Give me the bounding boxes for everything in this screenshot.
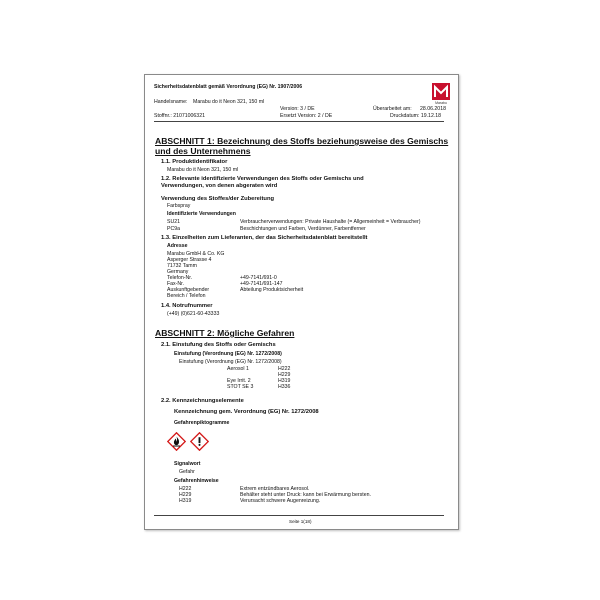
product-identifier: Marabu do it Neon 321, 150 ml: [167, 167, 239, 173]
section2-title: ABSCHNITT 2: Mögliche Gefahren: [155, 328, 295, 338]
pictograms-heading: Gefahrenpiktogramme: [174, 420, 230, 426]
contact-value: +49-7141/691-147: [240, 281, 283, 287]
contact-value: Abteilung Produktsicherheit: [240, 287, 304, 293]
page-number: Seite 1(18): [289, 519, 312, 524]
contact-label: Bereich / Telefon: [167, 293, 206, 299]
section1-title-line2: und des Unternehmens: [155, 146, 251, 156]
hazard-statements-heading: Gefahrenhinweise: [174, 478, 219, 484]
heading-1-4: 1.4. Notrufnummer: [161, 303, 213, 309]
contact-label: Telefon-Nr.: [167, 275, 193, 281]
flame-icon: [167, 432, 186, 451]
address-line: Asperger Strasse 4: [167, 257, 212, 263]
hazard-code: H222: [179, 486, 192, 492]
class-code: H222: [278, 366, 291, 372]
exclamation-icon: [190, 432, 209, 451]
use-code: PC9a: [167, 226, 180, 232]
address-line: Marabu GmbH & Co. KG: [167, 251, 225, 257]
contact-value: +49-7141/691-0: [240, 275, 277, 281]
use-text: Beschichtungen und Farben, Verdünner, Farbentferner: [240, 226, 366, 232]
svg-text:Marabu: Marabu: [435, 101, 447, 105]
use-code: SU21: [167, 219, 180, 225]
trade-name-value: Marabu do it Neon 321, 150 ml: [193, 99, 265, 105]
heading-1-2-line2: Verwendungen, von denen abgeraten wird: [161, 183, 278, 189]
use-heading: Verwendung des Stoffes/der Zubereitung: [161, 196, 275, 202]
classification-categories: [227, 366, 253, 390]
document-page: [144, 74, 459, 530]
class-category: STOT SE 3: [227, 384, 254, 390]
address-heading: Adresse: [167, 243, 188, 249]
trade-name-label: Handelsname:: [154, 99, 188, 105]
heading-2-2: 2.2. Kennzeichnungselemente: [161, 398, 244, 404]
address-line: Germany: [167, 269, 189, 275]
replaced-version: Ersetzt Version: 2 / DE: [280, 113, 333, 119]
contact-label: Auskunftgebender: [167, 287, 210, 293]
use-value: Farbspray: [167, 203, 191, 209]
hazard-code: H319: [179, 498, 192, 504]
revised-date: 28.06.2018: [420, 106, 446, 112]
identified-uses-heading: Identifizierte Verwendungen: [167, 211, 236, 217]
revised-label: Überarbeitet am:: [373, 106, 412, 112]
version: Version: 3 / DE: [280, 106, 315, 112]
document-title: Sicherheitsdatenblatt gemäß Verordnung (EG) Nr. 1907/2006: [154, 84, 303, 90]
class-code: H319: [278, 378, 291, 384]
hazard-texts: [240, 486, 371, 504]
header-divider: [154, 121, 444, 122]
hazard-text: Verursacht schwere Augenreizung.: [240, 498, 321, 504]
section1-title-line1: ABSCHNITT 1: Bezeichnung des Stoffs beziehungsweise des Gemischs: [155, 136, 449, 146]
heading-1-1: 1.1. Produktidentifikator: [161, 159, 228, 165]
classification-heading: Einstufung (Verordnung (EG) Nr. 1272/2008): [174, 351, 282, 357]
heading-1-3: 1.3. Einzelheiten zum Lieferanten, der das Sicherheitsdatenblatt bereitstellt: [161, 235, 368, 241]
class-category: Eye Irrit. 2: [227, 378, 251, 384]
class-code: H229: [278, 372, 291, 378]
heading-1-2-line1: 1.2. Relevante identifizierte Verwendungen des Stoffs oder Gemischs und: [161, 176, 364, 182]
footer-divider: [154, 515, 444, 516]
hazard-codes: [179, 486, 191, 504]
address-line: 71732 Tamm: [167, 263, 197, 269]
classification-codes: [278, 366, 290, 390]
address-block: [167, 251, 224, 275]
class-category: Aerosol 1: [227, 366, 249, 372]
class-code: H336: [278, 384, 291, 390]
hazard-code: H229: [179, 492, 192, 498]
contact-values: [240, 275, 303, 293]
signal-word-heading: Signalwort: [174, 461, 201, 467]
contact-label: Fax-Nr.: [167, 281, 185, 287]
substance-number: Stoffnr.: 21071006321: [154, 113, 205, 119]
emergency-number: (+49) (0)621-60-43333: [167, 311, 220, 317]
hazard-text: Extrem entzündbares Aerosol.: [240, 486, 310, 492]
contact-labels: [167, 275, 209, 299]
labelling-heading: Kennzeichnung gem. Verordnung (EG) Nr. 1272/2008: [174, 409, 319, 415]
classification-subheading: Einstufung (Verordnung (EG) Nr. 1272/2008): [179, 359, 282, 365]
heading-2-1: 2.1. Einstufung des Stoffs oder Gemischs: [161, 342, 276, 348]
use-text: Verbraucherverwendungen: Private Haushalte (= Allgemeinheit = Verbraucher): [240, 219, 421, 225]
signal-word-value: Gefahr: [179, 469, 195, 475]
hazard-text: Behälter steht unter Druck: kann bei Erwärmung bersten.: [240, 492, 371, 498]
marabu-logo: [432, 83, 450, 105]
print-date: Druckdatum: 19.12.18: [390, 113, 442, 119]
